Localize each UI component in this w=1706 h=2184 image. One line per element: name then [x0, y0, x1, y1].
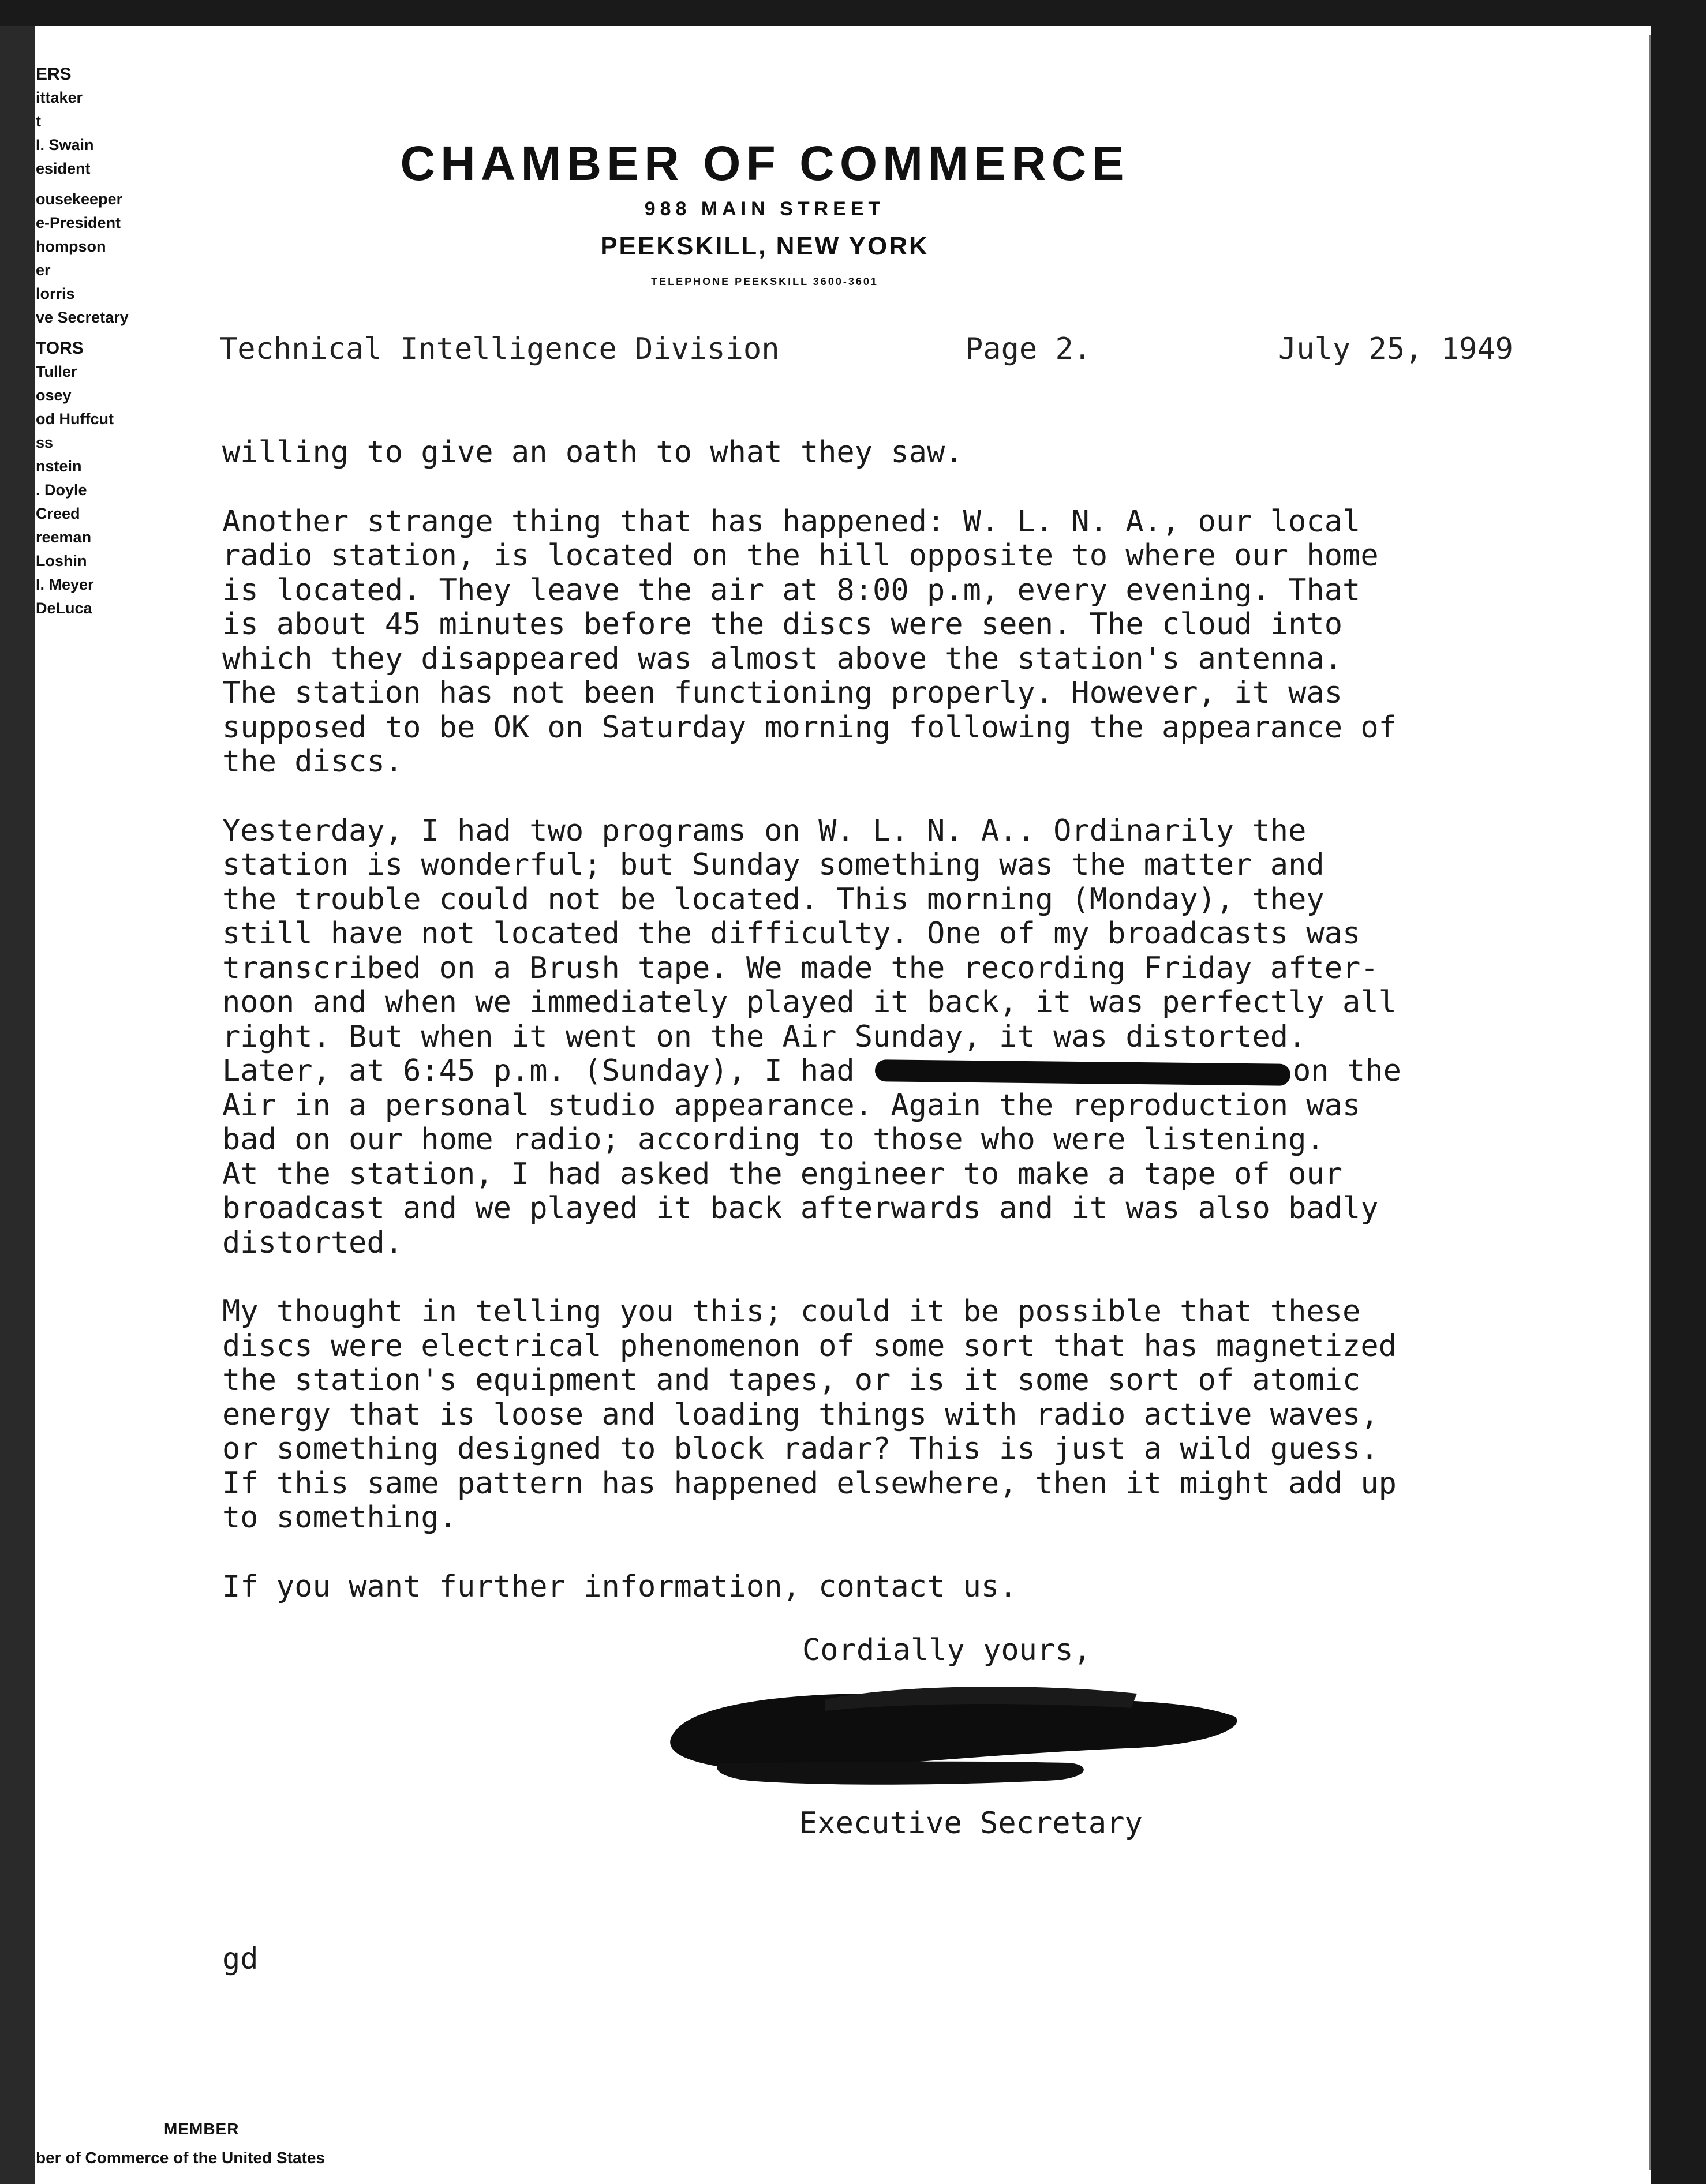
text-line: Yesterday, I had two programs on W. L. N. A.. Ordinarily the [222, 813, 1307, 848]
officer-line: e-President [36, 214, 121, 231]
typist-initials: gd [222, 1942, 259, 1976]
text-line: supposed to be OK on Saturday morning following the appearance of [222, 710, 1397, 745]
director-line: . Doyle [36, 481, 87, 499]
letterhead-city: PEEKSKILL, NEW YORK [600, 232, 929, 260]
footer-organization: ber of Commerce of the United States [36, 2149, 325, 2167]
director-line: ss [36, 434, 54, 451]
director-line: Creed [36, 505, 80, 522]
scan-border-right [1651, 26, 1706, 2184]
text-line: broadcast and we played it back afterwards and it was also badly [222, 1191, 1379, 1226]
officer-line: esident [36, 160, 91, 177]
letterhead-street: 988 MAIN STREET [644, 198, 885, 220]
officer-line: ittaker [36, 89, 83, 106]
text-fragment: Later, at 6:45 p.m. (Sunday), I had [222, 1054, 855, 1088]
text-line: Air in a personal studio appearance. Again the reproduction was [222, 1088, 1361, 1123]
directors-heading: TORS [36, 339, 84, 358]
officer-line: ve Secretary [36, 309, 129, 326]
officer-line: t [36, 113, 41, 130]
text-line: the discs. [222, 744, 403, 779]
footer [36, 2115, 325, 2172]
text-line: bad on our home radio; according to those who were listening. [222, 1122, 1325, 1157]
text-line: still have not located the difficulty. One of my broadcasts was [222, 916, 1361, 951]
text-line: At the station, I had asked the engineer to make a tape of our [222, 1156, 1343, 1192]
text-line: transcribed on a Brush tape. We made the recording Friday after- [222, 950, 1379, 986]
text-line: distorted. [222, 1225, 403, 1260]
letterhead [352, 136, 1177, 288]
text-line: energy that is loose and loading things with radio active waves, [222, 1397, 1379, 1432]
text-line: to something. [222, 1500, 457, 1535]
director-line: DeLuca [36, 600, 92, 617]
director-line: osey [36, 387, 72, 404]
text-line: the trouble could not be located. This morning (Monday), they [222, 882, 1325, 917]
text-line-redacted [222, 1054, 1584, 1089]
letterhead-telephone: TELEPHONE PEEKSKILL 3600-3601 [651, 276, 878, 287]
page-number: Page 2. [965, 332, 1092, 366]
paragraph-1 [222, 436, 1584, 470]
director-line: reeman [36, 529, 92, 546]
director-line: Tuller [36, 363, 77, 380]
officer-line: er [36, 261, 51, 279]
paragraph-4 [222, 1295, 1584, 1535]
letterhead-sidebar [36, 62, 169, 620]
officer-line: hompson [36, 238, 106, 255]
letter-body [222, 436, 1584, 1639]
officer-line: I. Swain [36, 136, 94, 153]
officer-line: lorris [36, 285, 75, 302]
director-line: Loshin [36, 552, 87, 570]
text-line: My thought in telling you this; could it be possible that these [222, 1294, 1361, 1329]
scan-border-left [0, 26, 35, 2184]
redacted-signature [652, 1676, 1247, 1792]
officers-heading: ERS [36, 65, 72, 84]
footer-member-label: MEMBER [164, 2120, 240, 2138]
letter-date: July 25, 1949 [1278, 332, 1513, 366]
redaction-bar [875, 1059, 1290, 1086]
text-line: The station has not been functioning properly. However, it was [222, 676, 1343, 710]
text-line: noon and when we immediately played it back, it was perfectly all [222, 985, 1397, 1020]
signer-title: Executive Secretary [799, 1806, 1143, 1841]
text-line: which they disappeared was almost above the station's antenna. [222, 641, 1343, 676]
text-fragment: on the [1293, 1054, 1401, 1088]
letterhead-title: CHAMBER OF COMMERCE [400, 136, 1129, 190]
paragraph-5 [222, 1570, 1584, 1605]
text-line: is located. They leave the air at 8:00 p.m, every evening. That [222, 572, 1361, 608]
text-line: If you want further information, contact us. [222, 1569, 1017, 1604]
scan-border-top [0, 0, 1706, 26]
text-line: the station's equipment and tapes, or is it some sort of atomic [222, 1363, 1361, 1398]
text-line: station is wonderful; but Sunday something was the matter and [222, 848, 1325, 882]
text-line: right. But when it went on the Air Sunday, it was distorted. [222, 1019, 1307, 1054]
paragraph-2 [222, 505, 1584, 780]
officer-line: ousekeeper [36, 190, 123, 208]
closing-salutation: Cordially yours, [802, 1633, 1091, 1668]
text-line: discs were electrical phenomenon of some sort that has magnetized [222, 1328, 1397, 1363]
director-line: I. Meyer [36, 576, 94, 593]
director-line: nstein [36, 458, 82, 475]
recipient-heading: Technical Intelligence Division [219, 332, 780, 366]
paragraph-3 [222, 814, 1584, 1261]
text-line: willing to give an oath to what they saw. [222, 435, 963, 470]
text-line: If this same pattern has happened elsewhere, then it might add up [222, 1466, 1397, 1501]
director-line: od Huffcut [36, 410, 114, 428]
text-line: Another strange thing that has happened: W. L. N. A., our local [222, 504, 1361, 539]
text-line: or something designed to block radar? This is just a wild guess. [222, 1432, 1379, 1466]
text-line: is about 45 minutes before the discs were seen. The cloud into [222, 607, 1343, 642]
paper-edge-line [1649, 35, 1651, 2170]
text-line: radio station, is located on the hill opposite to where our home [222, 538, 1379, 573]
